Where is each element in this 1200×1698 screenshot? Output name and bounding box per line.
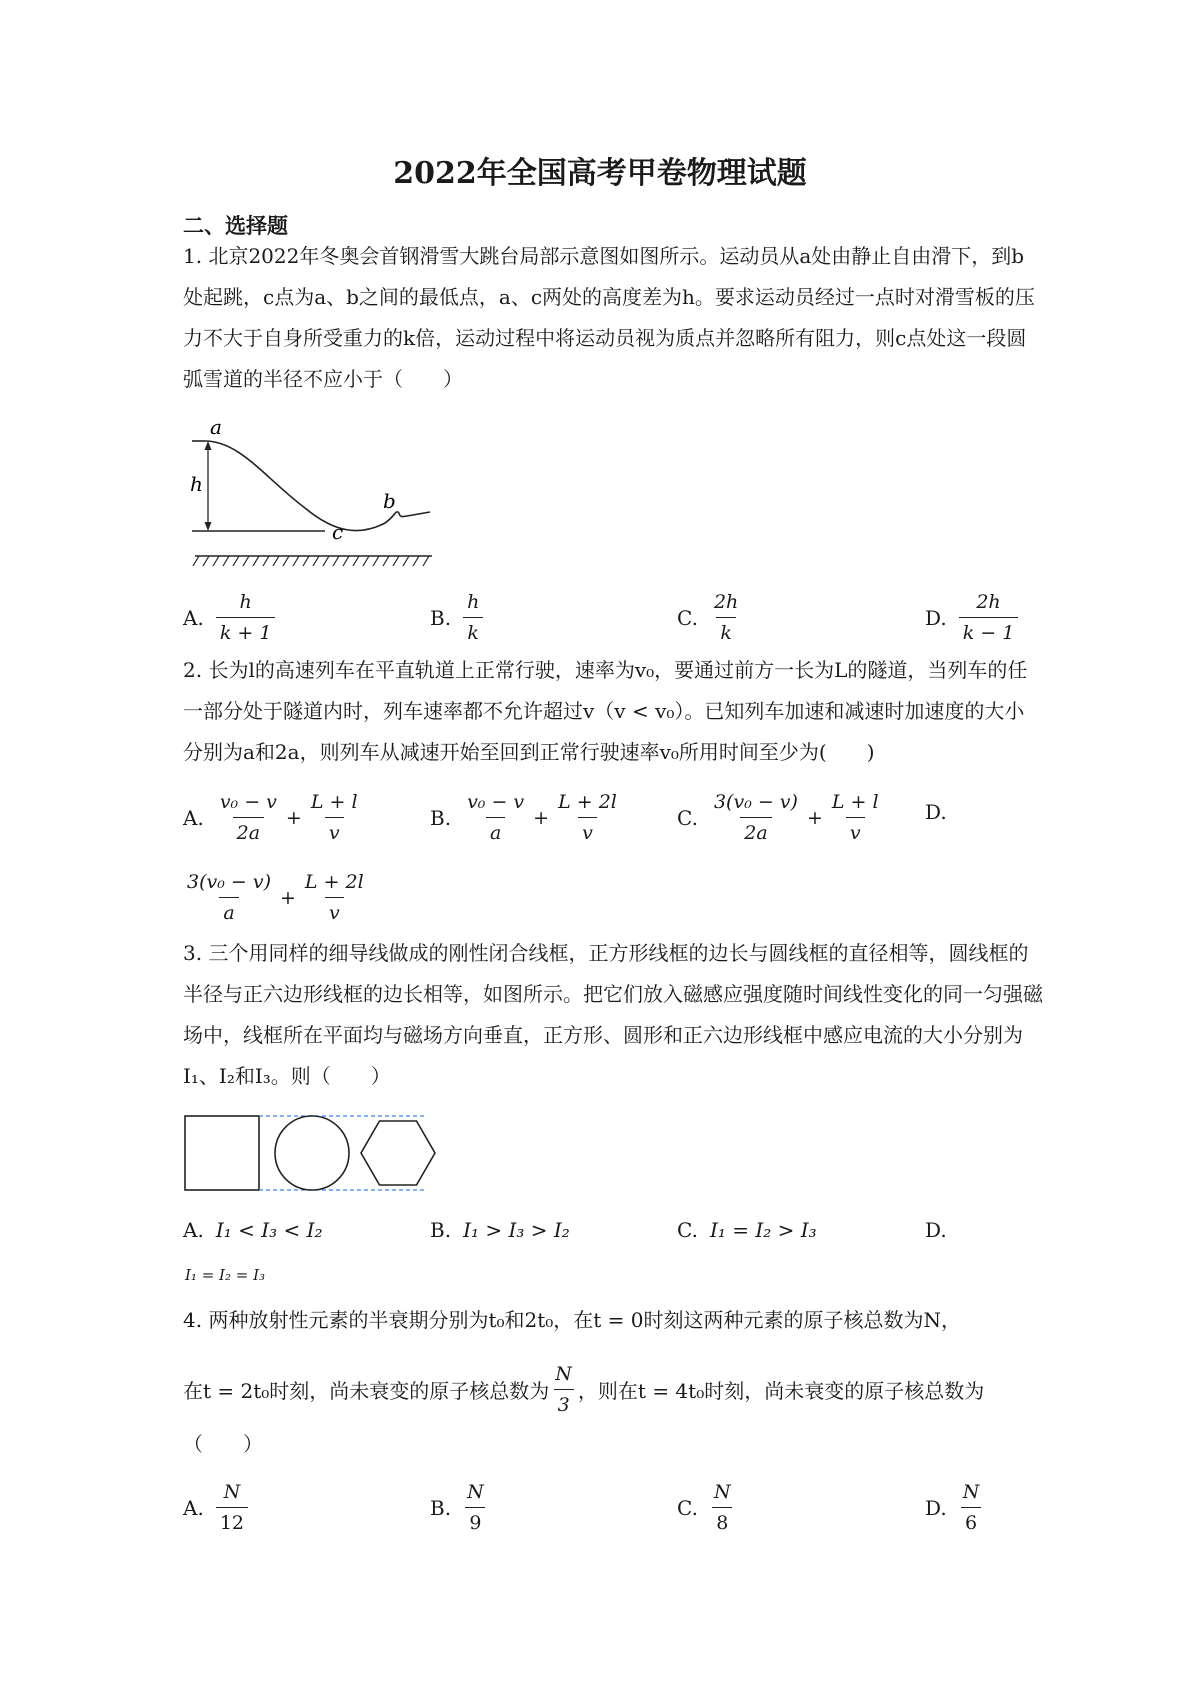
q4-option-b[interactable]: B. $\frac{N}{9}$ <box>430 1481 484 1534</box>
q1-d-fraction: $\frac{2h}{k - 1}$ <box>959 590 1019 645</box>
circle-frame <box>275 1116 349 1190</box>
q2-option-a[interactable]: A. $\frac{\text{v₀ − v}}{2a}$ + $\frac{L + l}{v}$ <box>183 791 358 844</box>
q2-option-b[interactable]: B. $\frac{\text{v₀ − v}}{a}$ + $\frac{L + 2l}{v}$ <box>430 791 617 844</box>
hexagon-frame <box>361 1121 435 1185</box>
q1-option-d[interactable]: D. $\frac{2h}{k - 1}$ <box>925 590 1018 645</box>
q3-option-d[interactable]: I₁ = I₂ = I₃ <box>185 1266 266 1284</box>
question-1-text: 1. 北京2022年冬奥会首钢滑雪大跳台局部示意图如图所示。运动员从a处由静止自由滑下，到b处起跳，c点为a、b之间的最低点，a、c两处的高度差为h。要求运动员经过一点时对滑雪板的压力不大于自身所受重力的k倍，运动过程中将运动员视为质点并忽略所有阻力，则c点处这一段圆弧雪道的半径不应小于（ ） <box>183 244 1035 391</box>
label-b: b <box>383 489 396 513</box>
label-c: c <box>332 520 344 544</box>
wire-frames-figure <box>184 1115 444 1195</box>
q1-c-fraction: $\frac{2h}{k}$ <box>713 591 739 644</box>
square-frame <box>185 1116 259 1190</box>
q3-option-c[interactable]: C. I₁ = I₂ > I₃ <box>677 1218 817 1242</box>
q2-option-d[interactable]: $\frac{\text{3(v₀ − v)}}{a}$ + $\frac{L + 2l}{v}$ <box>187 871 364 924</box>
q1-b-fraction: $\frac{h}{k}$ <box>463 590 483 645</box>
label-a: a <box>210 415 222 439</box>
q2-option-c[interactable]: C. $\frac{\text{3(v₀ − v)}}{2a}$ + $\frac{L + l}{v}$ <box>677 791 879 844</box>
question-4-line1: 4. 两种放射性元素的半衰期分别为t₀和2t₀，在t = 0时刻这两种元素的原子核总数为N， <box>183 1308 962 1332</box>
question-3-text: 3. 三个用同样的细导线做成的刚性闭合线框，正方形线框的边长与圆线框的直径相等，圆线框的半径与正六边形线框的边长相等，如图所示。把它们放入磁感应强度随时间线性变化的同一匀强磁场中，线框所在平面均与磁场方向垂直，正方形、圆形和正六边形线框中感应电流的大小分别为I₁、I₂和I₃。则（ ） <box>183 941 1043 1088</box>
q3-option-b[interactable]: B. I₁ > I₃ > I₂ <box>430 1218 570 1242</box>
q1-option-a[interactable]: A. $\frac{h}{k + 1}$ <box>183 590 275 645</box>
ski-jump-figure <box>185 408 435 558</box>
q1-option-b[interactable]: B. $\frac{h}{k}$ <box>430 590 483 645</box>
q4-option-c[interactable]: C. $\frac{N}{8}$ <box>677 1481 731 1534</box>
q3-option-a[interactable]: A. I₁ < I₃ < I₂ <box>183 1218 323 1242</box>
q4-option-d[interactable]: D. $\frac{N}{6}$ <box>925 1481 980 1534</box>
page-title: 2022年全国高考甲卷物理试题 <box>393 156 807 191</box>
question-2-text: 2. 长为l的高速列车在平直轨道上正常行驶，速率为v₀，要通过前方一长为L的隧道，当列车的任一部分处于隧道内时，列车速率都不允许超过v（v < v₀）。已知列车加速和减速时加速度的大小分别为a和2a，则列车从减速开始至回到正常行驶速率v₀所用时间至少为( ) <box>183 658 1028 764</box>
question-4-line3: （ ） <box>183 1432 263 1456</box>
q1-option-c[interactable]: C. $\frac{2h}{k}$ <box>677 590 742 645</box>
q4-option-a[interactable]: A. $\frac{N}{12}$ <box>183 1480 248 1535</box>
question-4-line2: 在t = 2t₀时刻，尚未衰变的原子核总数为 $\frac{N}{3}$ ，则在t = 4t₀时刻，尚未衰变的原子核总数为 <box>183 1363 985 1416</box>
q1-a-fraction: $\frac{h}{k + 1}$ <box>216 590 276 645</box>
label-h: h <box>190 472 203 496</box>
q3-option-d-label[interactable]: D. <box>925 1218 947 1242</box>
q2-option-d-label[interactable]: D. <box>925 800 947 824</box>
section-heading: 二、选择题 <box>183 213 288 238</box>
